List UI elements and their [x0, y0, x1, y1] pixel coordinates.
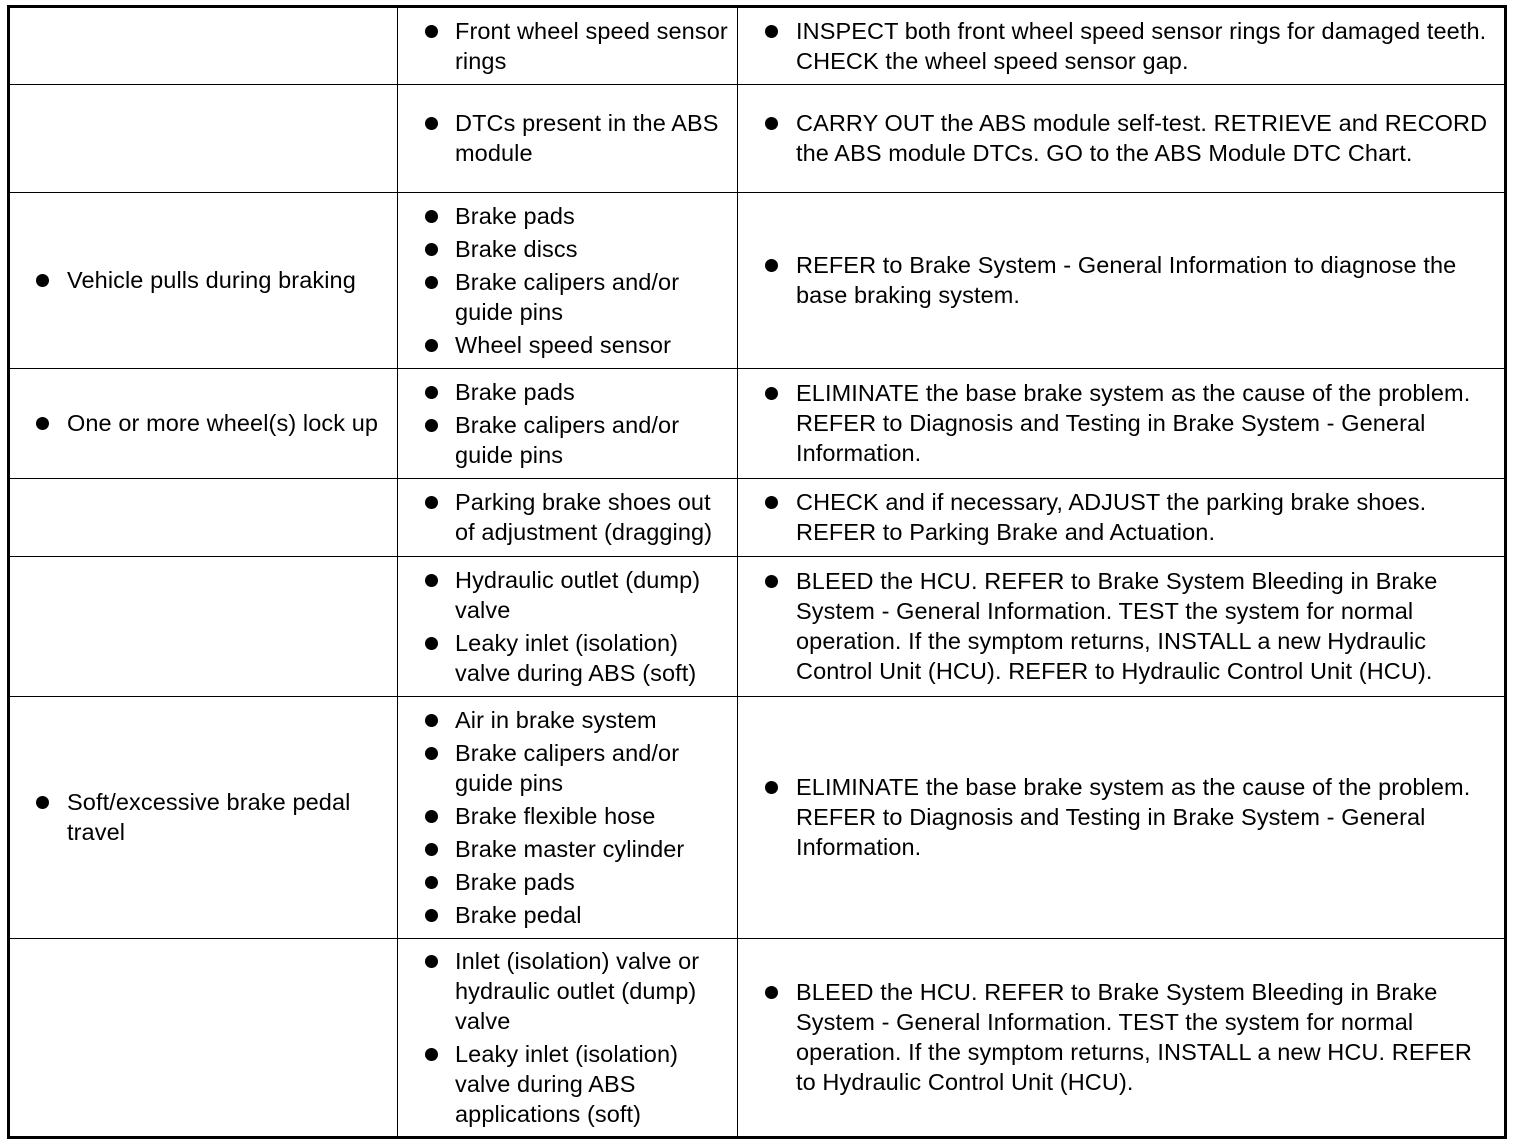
- symptom-item: Soft/excessive brake pedal travel: [10, 787, 397, 847]
- source-item: Brake flexible hose: [398, 801, 737, 831]
- diagnosis-table: [7, 5, 1507, 1139]
- action-cell: [738, 7, 1506, 85]
- table-row: [9, 939, 1506, 1138]
- symptom-cell: [9, 697, 398, 939]
- source-item: Brake pads: [398, 377, 737, 407]
- table-row: [9, 369, 1506, 479]
- symptom-cell: [9, 369, 398, 479]
- source-item: Inlet (isolation) valve or hydraulic outlet (dump) valve: [398, 946, 737, 1036]
- source-item: Wheel speed sensor: [398, 330, 737, 360]
- source-cell: [398, 193, 738, 369]
- symptom-cell: [9, 193, 398, 369]
- table-row: [9, 85, 1506, 193]
- source-cell: [398, 557, 738, 697]
- source-item: Brake pads: [398, 201, 737, 231]
- source-cell: [398, 369, 738, 479]
- action-cell: [738, 369, 1506, 479]
- action-item: REFER to Brake System - General Information to diagnose the base braking system.: [738, 250, 1504, 310]
- source-item: Brake pads: [398, 867, 737, 897]
- source-item: Brake discs: [398, 234, 737, 264]
- table-row: [9, 557, 1506, 697]
- source-cell: [398, 7, 738, 85]
- action-item: BLEED the HCU. REFER to Brake System Bleeding in Brake System - General Information. TEST the system for normal operation. If the symptom returns, INSTALL a new Hydraulic Control Unit (HCU). REFER to Hydraulic Control Unit (HCU).: [738, 566, 1504, 686]
- source-item: Brake calipers and/or guide pins: [398, 738, 737, 798]
- action-item: BLEED the HCU. REFER to Brake System Bleeding in Brake System - General Information. TEST the system for normal operation. If the symptom returns, INSTALL a new HCU. REFER to Hydraulic Control Unit (HCU).: [738, 977, 1504, 1097]
- source-item: Hydraulic outlet (dump) valve: [398, 565, 737, 625]
- symptom-item: One or more wheel(s) lock up: [10, 408, 397, 438]
- source-item: Brake calipers and/or guide pins: [398, 410, 737, 470]
- table-row: [9, 479, 1506, 557]
- source-cell: [398, 939, 738, 1138]
- source-cell: [398, 697, 738, 939]
- source-item: Brake master cylinder: [398, 834, 737, 864]
- symptom-cell: [9, 557, 398, 697]
- source-item: DTCs present in the ABS module: [398, 108, 737, 168]
- action-item: INSPECT both front wheel speed sensor rings for damaged teeth. CHECK the wheel speed sensor gap.: [738, 16, 1504, 76]
- source-cell: [398, 479, 738, 557]
- source-item: Leaky inlet (isolation) valve during ABS (soft): [398, 628, 737, 688]
- source-item: Air in brake system: [398, 705, 737, 735]
- source-item: Parking brake shoes out of adjustment (dragging): [398, 487, 737, 547]
- symptom-cell: [9, 85, 398, 193]
- action-item: ELIMINATE the base brake system as the cause of the problem. REFER to Diagnosis and Testing in Brake System - General Information.: [738, 772, 1504, 862]
- action-cell: [738, 85, 1506, 193]
- symptom-cell: [9, 939, 398, 1138]
- table-row: [9, 7, 1506, 85]
- action-cell: [738, 479, 1506, 557]
- source-item: Brake pedal: [398, 900, 737, 930]
- table-row: [9, 193, 1506, 369]
- action-item: CHECK and if necessary, ADJUST the parking brake shoes. REFER to Parking Brake and Actuation.: [738, 487, 1504, 547]
- symptom-cell: [9, 7, 398, 85]
- action-cell: [738, 939, 1506, 1138]
- source-item: Front wheel speed sensor rings: [398, 16, 737, 76]
- source-item: Brake calipers and/or guide pins: [398, 267, 737, 327]
- source-item: Leaky inlet (isolation) valve during ABS applications (soft): [398, 1039, 737, 1129]
- symptom-item: Vehicle pulls during braking: [10, 265, 397, 295]
- action-item: CARRY OUT the ABS module self-test. RETRIEVE and RECORD the ABS module DTCs. GO to the ABS Module DTC Chart.: [738, 108, 1504, 168]
- symptom-cell: [9, 479, 398, 557]
- action-cell: [738, 193, 1506, 369]
- source-cell: [398, 85, 738, 193]
- table-row: [9, 697, 1506, 939]
- action-cell: [738, 697, 1506, 939]
- action-item: ELIMINATE the base brake system as the cause of the problem. REFER to Diagnosis and Testing in Brake System - General Information.: [738, 378, 1504, 468]
- action-cell: [738, 557, 1506, 697]
